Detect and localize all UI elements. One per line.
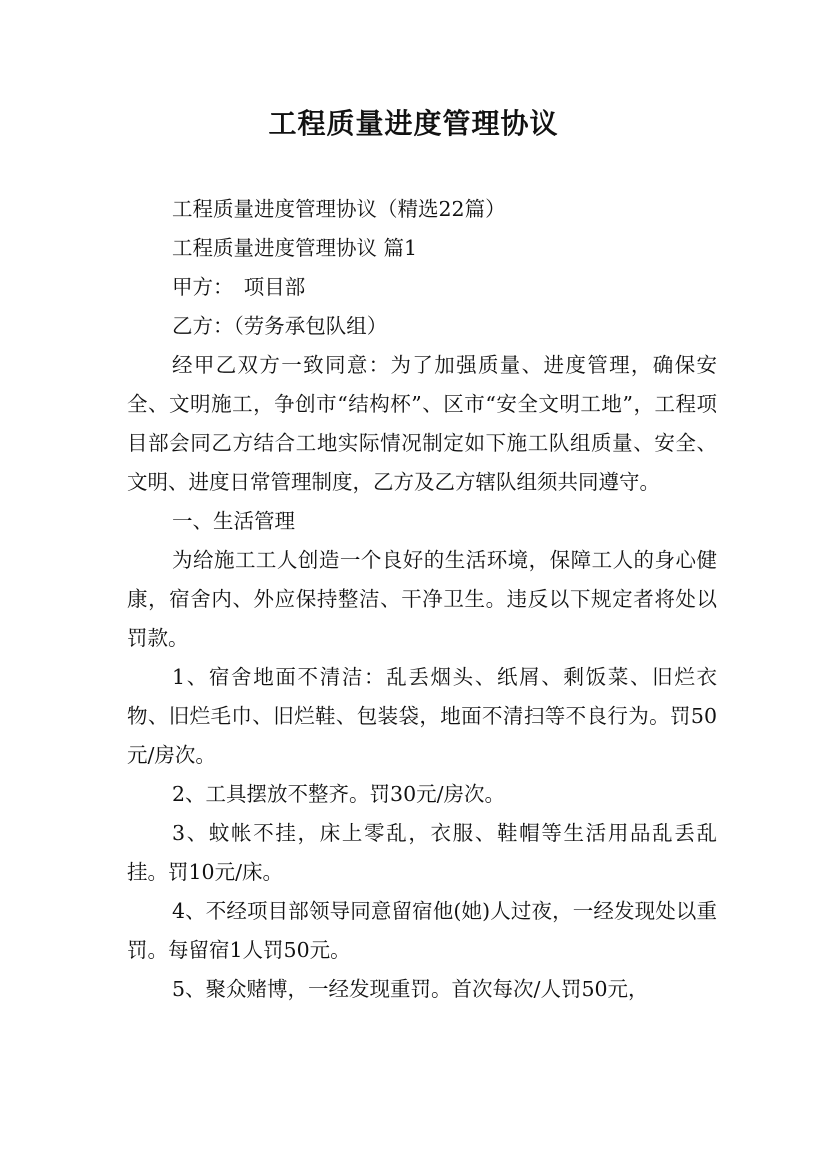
paragraph-heading-living-management: 一、生活管理 — [172, 509, 295, 533]
paragraph-rule-2: 2、工具摆放不整齐。罚30元/房次。 — [172, 782, 506, 806]
document-title: 工程质量进度管理协议 — [268, 107, 559, 140]
paragraph-party-a: 甲方： 项目部 — [172, 275, 306, 299]
paragraph-rule-4: 4、不经项目部领导同意留宿他(她)人过夜，一经发现处以重罚。每留宿1人罚50元。 — [127, 899, 717, 962]
paragraph-rule-1: 1、宿舍地面不清洁：乱丢烟头、纸屑、剩饭菜、旧烂衣物、旧烂毛巾、旧烂鞋、包装袋，地面不清扫等不良行为。罚50元/房次。 — [127, 665, 717, 767]
paragraph-rule-3: 3、蚊帐不挂，床上零乱，衣服、鞋帽等生活用品乱丢乱挂。罚10元/床。 — [127, 821, 717, 884]
document-body — [127, 190, 717, 1009]
paragraph-party-b: 乙方：（劳务承包队组） — [172, 314, 388, 338]
paragraph-subtitle: 工程质量进度管理协议（精选22篇） — [172, 197, 506, 221]
paragraph-rule-5: 5、聚众赌博，一经发现重罚。首次每次/人罚50元， — [172, 977, 649, 1001]
paragraph-section-heading: 工程质量进度管理协议 篇1 — [172, 236, 418, 260]
paragraph-agreement-intro: 经甲乙双方一致同意：为了加强质量、进度管理，确保安全、文明施工，争创市“结构杯”、区市“安全文明工地”，工程项目部会同乙方结合工地实际情况制定如下施工队组质量、安全、文明、进度日常管理制度，乙方及乙方辖队组须共同遵守。 — [127, 353, 717, 494]
paragraph-living-intro: 为给施工工人创造一个良好的生活环境，保障工人的身心健康，宿舍内、外应保持整洁、干净卫生。违反以下规定者将处以罚款。 — [127, 548, 717, 650]
